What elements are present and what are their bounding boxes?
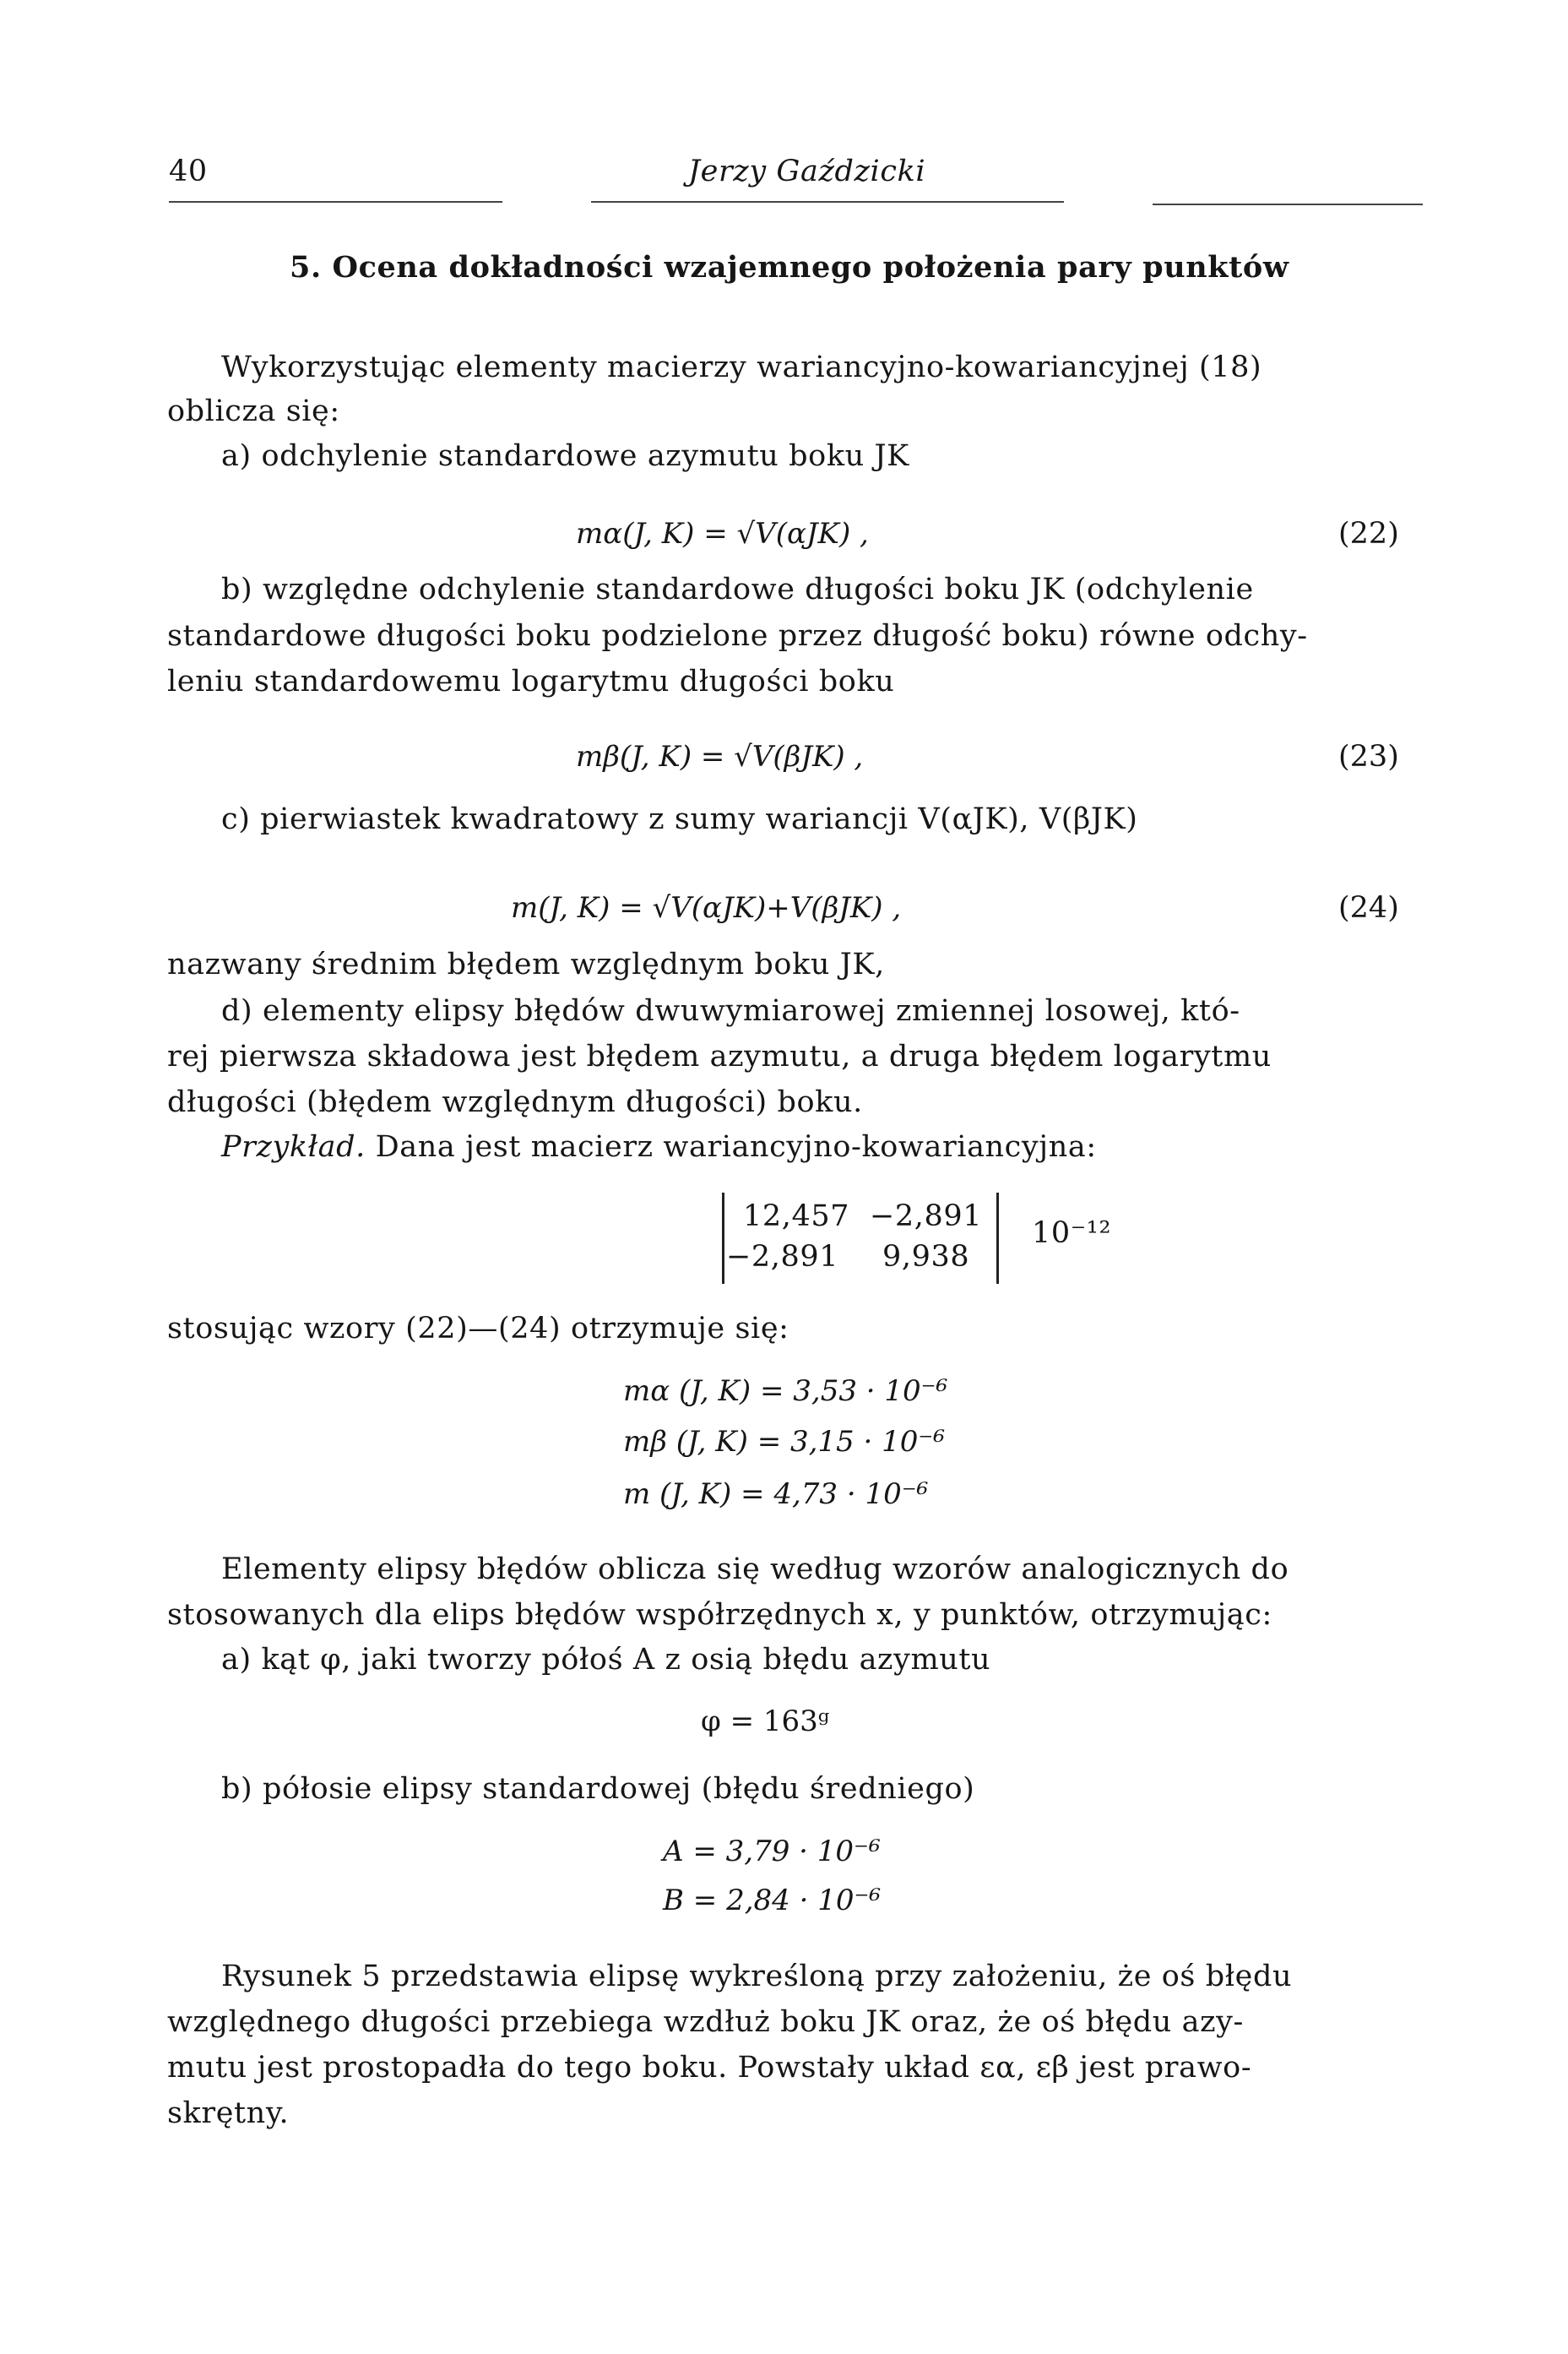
ellipse-item-a: a) kąt φ, jaki tworzy półoś A z osią błędu azymutu	[221, 1643, 991, 1677]
after-24-line-1: nazwany średnim błędem względnym boku JK,	[167, 948, 885, 981]
equation-24-number: (24)	[1338, 891, 1399, 925]
example-text: Dana jest macierz wariancyjno-kowariancyjna:	[365, 1130, 1097, 1164]
intro-line-1: Wykorzystując elementy macierzy wariancyjno-kowariancyjnej (18)	[221, 351, 1262, 384]
item-d-line-3: długości (błędem względnym długości) boku.	[167, 1085, 863, 1119]
equation-23-number: (23)	[1338, 740, 1399, 774]
phi-value: φ = 163ᵍ	[701, 1704, 830, 1738]
running-header-author: Jerzy Gaździcki	[688, 155, 926, 188]
intro-item-a: a) odchylenie standardowe azymutu boku JK	[221, 439, 909, 473]
matrix-factor: 10⁻¹²	[1032, 1216, 1112, 1250]
semiaxis-A: A = 3,79 · 10⁻⁶	[663, 1835, 881, 1868]
ellipse-line-1: Elementy elipsy błędów oblicza się według wzorów analogicznych do	[221, 1552, 1289, 1586]
header-rule-left	[169, 201, 502, 203]
closing-line-1: Rysunek 5 przedstawia elipsę wykreśloną przy założeniu, że oś błędu	[221, 1960, 1293, 1993]
item-d-line-2: rej pierwsza składowa jest błędem azymutu, a druga błędem logarytmu	[167, 1040, 1272, 1074]
closing-line-4: skrętny.	[167, 2096, 290, 2130]
result-m: m (J, K) = 4,73 · 10⁻⁶	[623, 1477, 929, 1511]
closing-line-2: względnego długości przebiega wzdłuż boku JK oraz, że oś błędu azy-	[167, 2005, 1244, 2039]
matrix-r1c2: −2,891	[870, 1199, 983, 1233]
item-b-line-2: standardowe długości boku podzielone przez długość boku) równe odchy-	[167, 619, 1308, 653]
example-label: Przykład.	[221, 1130, 366, 1164]
matrix-r2c2: 9,938	[882, 1240, 970, 1274]
matrix-left-bar	[722, 1193, 724, 1284]
ellipse-item-b: b) półosie elipsy standardowej (błędu średniego)	[221, 1772, 975, 1806]
item-d-line-1: d) elementy elipsy błędów dwuwymiarowej zmiennej losowej, któ-	[221, 994, 1240, 1028]
header-rule-far-right	[1153, 204, 1423, 205]
example-line	[221, 1130, 1097, 1164]
equation-24: m(J, K) = √V(αJK)+V(βJK) ,	[511, 891, 902, 925]
ellipse-line-2: stosowanych dla elips błędów współrzędnych x, y punktów, otrzymując:	[167, 1598, 1272, 1632]
equation-22-number: (22)	[1338, 517, 1399, 551]
intro-line-2: oblicza się:	[167, 394, 340, 428]
header-rule-right	[591, 201, 1064, 203]
result-m-alpha: mα (J, K) = 3,53 · 10⁻⁶	[623, 1374, 948, 1408]
result-m-beta: mβ (J, K) = 3,15 · 10⁻⁶	[623, 1425, 945, 1459]
item-b-line-1: b) względne odchylenie standardowe długości boku JK (odchylenie	[221, 573, 1254, 606]
matrix-right-bar	[996, 1193, 999, 1284]
page-number: 40	[169, 155, 208, 188]
applying-line: stosując wzory (22)—(24) otrzymuje się:	[167, 1312, 789, 1346]
matrix-r2c1: −2,891	[726, 1240, 839, 1274]
item-c-line-1: c) pierwiastek kwadratowy z sumy wariancji V(αJK), V(βJK)	[221, 802, 1138, 836]
semiaxis-B: B = 2,84 · 10⁻⁶	[663, 1884, 882, 1917]
section-title: 5. Ocena dokładności wzajemnego położenia pary punktów	[290, 250, 1289, 285]
equation-23: mβ(J, K) = √V(βJK) ,	[576, 740, 864, 774]
item-b-line-3: leniu standardowemu logarytmu długości boku	[167, 665, 895, 699]
equation-22: mα(J, K) = √V(αJK) ,	[576, 517, 869, 551]
closing-line-3: mutu jest prostopadła do tego boku. Powstały układ εα, εβ jest prawo-	[167, 2051, 1252, 2085]
matrix-r1c1: 12,457	[743, 1199, 850, 1233]
